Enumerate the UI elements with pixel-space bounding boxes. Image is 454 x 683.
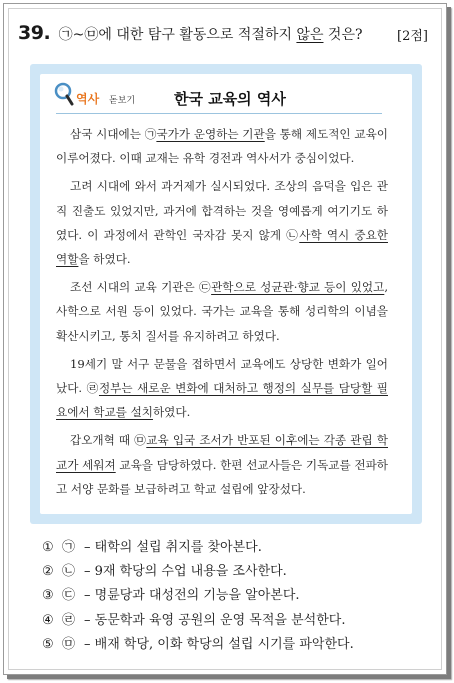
choice-marker: ㉠ [62,540,76,555]
passage-run: 하였다. [152,405,191,420]
choice-number: ① [42,540,54,555]
passage-run: , 사학으로 서원 등이 있었다. 국가는 교육을 통해 성리학의 이념을 확산시키고, 통치 질서를 유지하려고 하였다. [56,280,388,343]
question-prompt-emphasis: 않은 [296,27,324,43]
question-header [18,22,428,46]
answer-choice[interactable] [42,609,422,633]
passage-run: 갑오개혁 때 ㉤ [70,433,147,448]
choice-text: – 배재 학당, 이화 학당의 설립 시기를 파악한다. [84,636,354,652]
choice-marker: ㉤ [62,636,76,652]
underlined-phrase: 관학으로 성균관·향교 등이 있었고 [211,280,385,295]
passage-run: 고려 시대에 와서 과거제가 실시되었다. 조상의 음덕을 입은 관직 진출도 있었지만, 과거에 합격하는 것을 영예롭게 여기기도 하였다. 이 과정에서 관학인 국자감 못지 않게 ㉡ [56,179,388,242]
question-prompt-prefix: ㉠~㉤에 대한 탐구 활동으로 적절하지 [58,27,297,43]
choice-text: – 9재 학당의 수업 내용을 조사한다. [84,564,287,580]
choice-number: ⑤ [42,636,54,652]
passage-run: 조선 시대의 교육 기관은 ㉢ [70,280,212,295]
reading-panel [30,64,422,524]
choice-text: – 태학의 설립 취지를 찾아본다. [84,540,262,555]
choice-number: ③ [42,588,54,604]
passage-run: 19세기 말 서구 문물을 접하면서 교육에도 상당한 변화가 일어났다. ㉣ [56,356,388,396]
title-divider [56,113,382,114]
choice-text: – 동문학과 육영 공원의 운영 목적을 분석한다. [84,612,346,628]
choice-text: – 명륜당과 대성전의 기능을 알아본다. [84,588,300,604]
answer-choice[interactable] [42,633,422,657]
passage-run: 을 통해 제도적인 교육이 이루어졌다. 이때 교재는 유학 경전과 역사서가 중심이었다. [56,127,388,166]
passage-run: 삼국 시대에는 ㉠ [70,127,157,141]
passage-paragraph [56,122,388,170]
passage-run: 교육을 담당하였다. 한편 선교사들은 기독교를 전파하고 서양 문화를 보급하려고 학교 설립에 앞장섰다. [56,457,388,496]
answer-choices [42,536,422,657]
choice-marker: ㉣ [62,612,76,628]
passage-paragraph [56,275,388,348]
choice-marker: ㉢ [62,588,76,604]
underlined-phrase: 정부는 새로운 변화에 대처하고 행정의 실무를 담당할 필요에서 학교를 설치 [56,381,388,420]
passage-text [56,122,388,505]
underlined-phrase: 교육 입국 조서가 반포된 이후에는 각종 관립 학교가 세워져 [56,433,388,472]
panel-title-row [54,78,394,114]
answer-choice[interactable] [42,560,422,584]
underlined-phrase: 국가가 운영하는 기관 [156,127,265,141]
passage-paragraph [56,428,388,501]
question-prompt [59,27,363,43]
question-number: 39. [18,22,51,44]
question-points: [2점] [397,29,428,44]
panel-title: 한국 교육의 역사 [174,90,286,108]
answer-choice[interactable] [42,536,422,560]
choice-marker: ㉡ [62,564,76,580]
reading-panel-inner [40,74,412,514]
choice-number: ② [42,564,54,580]
magnifier-icon [54,82,74,106]
question-prompt-suffix: 것은? [323,27,363,43]
choice-number: ④ [42,612,54,628]
passage-paragraph [56,174,388,271]
underlined-phrase: 사학 역시 중요한 역할 [56,227,388,267]
passage-run: 을 하였다. [78,252,131,267]
badge-main-label: 역사 [76,92,100,106]
answer-choice[interactable] [42,584,422,608]
badge-sub-label: 돋보기 [109,96,136,106]
passage-paragraph [56,352,388,425]
question-card [3,3,447,675]
